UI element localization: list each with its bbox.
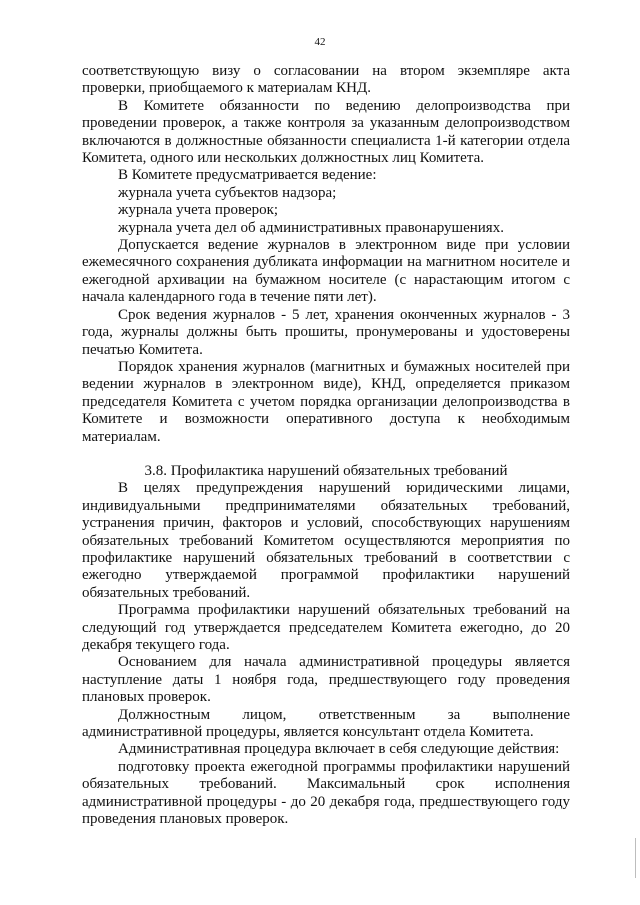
document-body (82, 63, 570, 828)
paragraph: Допускается ведение журналов в электронном виде при условии ежемесячного сохранения дубликата информации на магнитном носителе и ежегодной архивации на бумажном носителе (с нарастающим итогом с начала календарного года в течение пяти лет). (82, 237, 570, 306)
paragraph: Основанием для начала административной процедуры является наступление даты 1 ноября года, предшествующего году проведения плановых проверок. (82, 654, 570, 706)
paragraph: Должностным лицом, ответственным за выполнение административной процедуры, является консультант отдела Комитета. (82, 706, 570, 741)
paragraph: Срок ведения журналов - 5 лет, хранения оконченных журналов - 3 года, журналы должны быть прошиты, пронумерованы и удостоверены печатью Комитета. (82, 306, 570, 358)
section-spacer (82, 446, 570, 463)
paragraph: Программа профилактики нарушений обязательных требований на следующий год утверждается председателем Комитета ежегодно, до 20 декабря текущего года. (82, 602, 570, 653)
paragraph: В целях предупреждения нарушений юридическими лицами, индивидуальными предпринимателями обязательных требований, устранения причин, факторов и условий, способствующих нарушениям обязательных требований Комитетом осуществляются мероприятия по профилактике нарушений обязательных требований в соответствии с ежегодно утверждаемой программой профилактики нарушений обязательных требований. (82, 480, 570, 601)
paragraph: соответствующую визу о согласовании на втором экземпляре акта проверки, приобщаемого к материалам КНД. (82, 63, 570, 97)
section-heading: 3.8. Профилактика нарушений обязательных требований (144, 462, 508, 479)
page-number: 42 (314, 36, 326, 48)
paragraph: подготовку проекта ежегодной программы профилактики нарушений обязательных требований. Максимальный срок исполнения административной процедуры - до 20 декабря года, предшествующего году проведения плановых проверок. (82, 758, 570, 828)
section-paragraphs (82, 480, 570, 828)
paragraph: Порядок хранения журналов (магнитных и бумажных носителей при ведении журналов в электронном виде), КНД, определяется приказом председателя Комитета с учетом порядка организации делопроизводства в Комитете и возможности оперативного доступа к необходимым материалам. (82, 358, 570, 445)
paragraphs-before-section (82, 63, 570, 446)
scan-edge-mark (635, 838, 636, 878)
paragraph: журнала учета дел об административных правонарушениях. (118, 219, 504, 236)
paragraph: журнала учета субъектов надзора; (118, 184, 337, 201)
paragraph: Административная процедура включает в себя следующие действия: (118, 741, 560, 758)
paragraph: В Комитете обязанности по ведению делопроизводства при проведении проверок, а также контроля за указанным делопроизводством включаются в должностные обязанности специалиста 1-й категории отдела Комитета, одного или нескольких должностных лиц Комитета. (82, 97, 570, 167)
paragraph: В Комитете предусматривается ведение: (118, 167, 377, 184)
paragraph: журнала учета проверок; (118, 202, 279, 219)
